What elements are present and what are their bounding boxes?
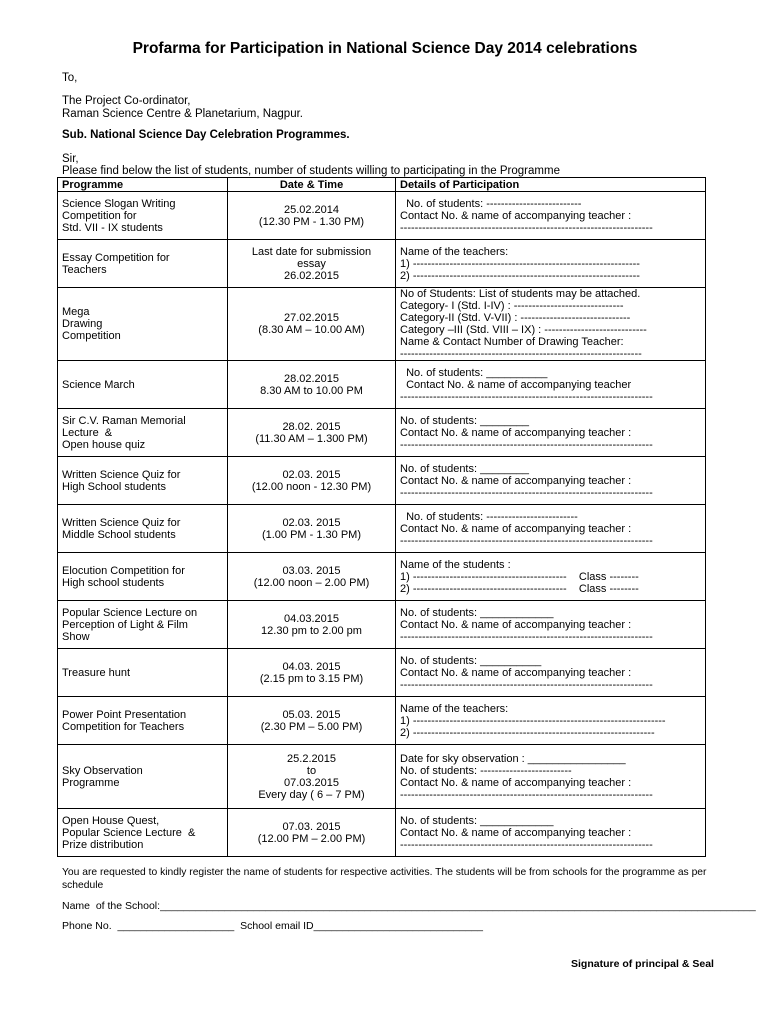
table-row	[58, 409, 706, 457]
date-time-cell-line: 03.03. 2015	[282, 564, 341, 577]
date-time-cell-line: Last date for submission	[251, 245, 372, 258]
details-cell-line: 2) ------------------------------------------------------------------	[400, 726, 655, 739]
details-cell[interactable]	[396, 288, 706, 361]
programme-cell-line: Written Science Quiz for	[62, 468, 181, 481]
programme-cell-line: Competition	[62, 330, 121, 342]
details-cell-line: 1) ------------------------------------------ Class --------	[400, 570, 639, 583]
details-cell-line: Contact No. & name of accompanying teacher :	[400, 426, 632, 439]
date-time-cell-line: 25.2.2015	[287, 752, 336, 765]
date-time-cell-line: to	[306, 764, 317, 777]
table-row	[58, 697, 706, 745]
date-time-cell-line: (8.30 AM – 10.00 AM)	[258, 324, 365, 336]
date-time-cell-line: 02.03. 2015	[282, 516, 341, 529]
programme-cell-line: High school students	[62, 576, 165, 589]
programme-cell-line: Sky Observation	[62, 764, 143, 777]
details-cell-line: Date for sky observation : ________________	[400, 752, 626, 765]
intro-text: Please find below the list of students, number of students willing to participating in the Programme	[62, 165, 560, 177]
date-time-cell	[228, 361, 396, 409]
addressee-line-2: Raman Science Centre & Planetarium, Nagpur.	[62, 108, 303, 120]
programme-cell-line: Essay Competition for	[62, 251, 170, 264]
table-row	[58, 505, 706, 553]
programme-cell-line: Science March	[62, 378, 135, 391]
table-row	[58, 553, 706, 601]
table-row	[58, 240, 706, 288]
details-cell-line: No. of students: -------------------------	[400, 764, 572, 777]
details-cell-line: Name of the teachers:	[400, 245, 509, 258]
programme-table-body	[58, 192, 706, 857]
details-cell-line: No. of students: __________	[400, 654, 542, 667]
date-time-cell	[228, 192, 396, 240]
programme-cell-line: Open house quiz	[62, 438, 146, 451]
details-cell[interactable]	[396, 361, 706, 409]
details-cell-line: No. of students: --------------------------	[400, 197, 582, 210]
details-cell-line: 2) ------------------------------------------ Class --------	[400, 582, 639, 595]
programme-cell-line: Competition for	[62, 209, 137, 222]
details-cell-line: ---------------------------------------------------------------------	[400, 838, 653, 851]
date-time-cell-line: 05.03. 2015	[282, 708, 341, 721]
programme-cell-line: High School students	[62, 480, 166, 493]
date-time-cell	[228, 505, 396, 553]
details-cell-line: Contact No. & name of accompanying teacher :	[400, 776, 632, 789]
date-time-cell-line: 27.02.2015	[283, 312, 340, 324]
date-time-cell-line: 26.02.2015	[283, 269, 340, 282]
details-cell-line: No. of students: ________	[400, 462, 530, 475]
details-cell-line: No of Students: List of students may be attached.	[400, 288, 641, 300]
details-cell-line: ---------------------------------------------------------------------	[400, 788, 653, 801]
table-row	[58, 601, 706, 649]
date-time-cell-line: (2.15 pm to 3.15 PM)	[259, 672, 364, 685]
table-header-row	[58, 178, 706, 192]
programme-cell	[58, 361, 228, 409]
header-details: Details of Participation	[396, 178, 706, 192]
email-field[interactable]: _____________________________	[313, 920, 483, 932]
header-programme: Programme	[58, 178, 228, 192]
programme-cell	[58, 553, 228, 601]
school-name-row	[62, 900, 756, 912]
details-cell-line: ------------------------------------------------------------------	[400, 348, 642, 360]
date-time-cell-line: 28.02. 2015	[282, 420, 341, 433]
details-cell-line: No. of students: ____________	[400, 606, 554, 619]
programme-cell-line: Middle School students	[62, 528, 176, 541]
date-time-cell-line: 04.03. 2015	[282, 660, 341, 673]
details-cell[interactable]	[396, 192, 706, 240]
date-time-cell	[228, 457, 396, 505]
phone-field[interactable]: ____________________	[117, 920, 235, 932]
date-time-cell-line: Every day ( 6 – 7 PM)	[258, 788, 365, 801]
programme-cell-line: Written Science Quiz for	[62, 516, 181, 529]
details-cell-line: ---------------------------------------------------------------------	[400, 486, 653, 499]
header-date-time: Date & Time	[228, 178, 396, 192]
salutation: Sir,	[62, 153, 79, 165]
programme-cell-line: Science Slogan Writing	[62, 197, 176, 210]
details-cell[interactable]	[396, 809, 706, 857]
programme-cell-line: Open House Quest,	[62, 814, 160, 827]
date-time-cell	[228, 809, 396, 857]
subject-line: Sub. National Science Day Celebration Programmes.	[62, 129, 350, 141]
details-cell-line: No. of students: -------------------------	[400, 510, 578, 523]
table-row	[58, 288, 706, 361]
details-cell-line: ---------------------------------------------------------------------	[400, 221, 653, 234]
date-time-cell-line: 02.03. 2015	[282, 468, 341, 481]
programme-cell	[58, 505, 228, 553]
details-cell[interactable]	[396, 240, 706, 288]
date-time-cell-line: 28.02.2015	[283, 372, 340, 385]
date-time-cell	[228, 409, 396, 457]
phone-label: Phone No.	[62, 920, 112, 932]
date-time-cell-line: (12.00 PM – 2.00 PM)	[257, 832, 366, 845]
phone-email-row	[62, 920, 483, 932]
programme-cell-line: Mega	[62, 306, 90, 318]
details-cell[interactable]	[396, 409, 706, 457]
table-row	[58, 649, 706, 697]
date-time-cell-line: 25.02.2014	[283, 203, 340, 216]
details-cell[interactable]	[396, 745, 706, 809]
school-name-label: Name of the School:	[62, 900, 161, 912]
programme-cell	[58, 809, 228, 857]
details-cell[interactable]	[396, 553, 706, 601]
table-row	[58, 457, 706, 505]
details-cell-line: Category-II (Std. V-VII) : ------------------------------	[400, 312, 631, 324]
details-cell-line: Contact No. & name of accompanying teacher :	[400, 522, 632, 535]
signature-label: Signature of principal & Seal	[571, 958, 714, 970]
details-cell[interactable]	[396, 457, 706, 505]
addressee-line-1: The Project Co-ordinator,	[62, 95, 191, 107]
details-cell-line: Contact No. & name of accompanying teacher	[400, 378, 632, 391]
date-time-cell-line: 04.03.2015	[283, 612, 340, 625]
programme-cell-line: Popular Science Lecture on	[62, 606, 198, 619]
programme-cell-line: Competition for Teachers	[62, 720, 185, 733]
date-time-cell	[228, 745, 396, 809]
email-label: School email ID	[240, 920, 314, 932]
details-cell-line: ---------------------------------------------------------------------	[400, 534, 653, 547]
programme-cell	[58, 697, 228, 745]
date-time-cell-line: (12.00 noon - 12.30 PM)	[251, 480, 372, 493]
programme-cell	[58, 745, 228, 809]
details-cell-line: No. of students: ____________	[400, 814, 554, 827]
details-cell-line: Contact No. & name of accompanying teacher :	[400, 209, 632, 222]
details-cell[interactable]	[396, 697, 706, 745]
details-cell-line: ---------------------------------------------------------------------	[400, 630, 653, 643]
programme-cell-line: Perception of Light & Film	[62, 618, 188, 631]
details-cell[interactable]	[396, 601, 706, 649]
details-cell-line: ---------------------------------------------------------------------	[400, 438, 653, 451]
details-cell-line: ---------------------------------------------------------------------	[400, 390, 653, 403]
programme-cell-line: Power Point Presentation	[62, 708, 187, 721]
details-cell-line: No. of students: __________	[400, 366, 548, 379]
date-time-cell-line: (11.30 AM – 1.300 PM)	[255, 432, 368, 445]
table-row	[58, 361, 706, 409]
details-cell-line: Contact No. & name of accompanying teacher :	[400, 826, 632, 839]
programme-cell	[58, 649, 228, 697]
programme-cell	[58, 457, 228, 505]
date-time-cell-line: 12.30 pm to 2.00 pm	[261, 624, 362, 637]
programme-cell-line: Std. VII - IX students	[62, 221, 163, 234]
programme-cell	[58, 192, 228, 240]
programme-cell-line: Show	[62, 630, 90, 643]
table-row	[58, 809, 706, 857]
date-time-cell-line: (2.30 PM – 5.00 PM)	[260, 720, 363, 733]
table-row	[58, 745, 706, 809]
registration-note: You are requested to kindly register the name of students for respective activities. The students will be from schools for the programme as per schedule	[62, 867, 707, 891]
details-cell-line: 1) ---------------------------------------------------------------------	[400, 714, 666, 727]
programme-cell-line: Popular Science Lecture &	[62, 826, 196, 839]
programme-cell-line: Sir C.V. Raman Memorial	[62, 414, 186, 427]
details-cell-line: Name of the students :	[400, 558, 511, 571]
details-cell-line: Contact No. & name of accompanying teacher :	[400, 618, 632, 631]
programme-cell-line: Treasure hunt	[62, 666, 131, 679]
programme-cell-line: Elocution Competition for	[62, 564, 185, 577]
programme-cell	[58, 240, 228, 288]
to-line: To,	[62, 72, 78, 84]
programme-table	[57, 177, 706, 857]
table-row	[58, 192, 706, 240]
date-time-cell	[228, 649, 396, 697]
details-cell[interactable]	[396, 505, 706, 553]
details-cell-line: 1) --------------------------------------------------------------	[400, 257, 640, 270]
programme-cell	[58, 409, 228, 457]
date-time-cell	[228, 553, 396, 601]
date-time-cell-line: 8.30 AM to 10.00 PM	[260, 384, 363, 397]
date-time-cell-line: (1.00 PM - 1.30 PM)	[261, 528, 362, 541]
school-name-field[interactable]: ______________________________________________________________________________________________________	[160, 900, 756, 912]
details-cell-line: 2) --------------------------------------------------------------	[400, 269, 640, 282]
programme-cell	[58, 601, 228, 649]
programme-cell-line: Lecture &	[62, 426, 113, 439]
details-cell-line: Category –III (Std. VIII – IX) : ----------------------------	[400, 324, 647, 336]
programme-cell-line: Teachers	[62, 263, 107, 276]
date-time-cell	[228, 240, 396, 288]
date-time-cell	[228, 601, 396, 649]
form-title: Profarma for Participation in National Science Day 2014 celebrations	[132, 40, 638, 57]
programme-cell-line: Prize distribution	[62, 838, 144, 851]
date-time-cell	[228, 697, 396, 745]
details-cell-line: Category- I (Std. I-IV) : ------------------------------	[400, 300, 624, 312]
date-time-cell	[228, 288, 396, 361]
programme-cell-line: Programme	[62, 776, 120, 789]
details-cell-line: Contact No. & name of accompanying teacher :	[400, 474, 632, 487]
programme-cell-line: Drawing	[62, 318, 103, 330]
details-cell-line: Contact No. & name of accompanying teacher :	[400, 666, 632, 679]
date-time-cell-line: 07.03. 2015	[282, 820, 341, 833]
programme-cell	[58, 288, 228, 361]
date-time-cell-line: 07.03.2015	[283, 776, 340, 789]
date-time-cell-line: (12.00 noon – 2.00 PM)	[253, 576, 370, 589]
details-cell-line: Name & Contact Number of Drawing Teacher:	[400, 336, 624, 348]
details-cell-line: No. of students: ________	[400, 414, 530, 427]
date-time-cell-line: (12.30 PM - 1.30 PM)	[258, 215, 365, 228]
date-time-cell-line: essay	[297, 257, 326, 270]
details-cell-line: ---------------------------------------------------------------------	[400, 678, 653, 691]
details-cell-line: Name of the teachers:	[400, 702, 509, 715]
details-cell[interactable]	[396, 649, 706, 697]
